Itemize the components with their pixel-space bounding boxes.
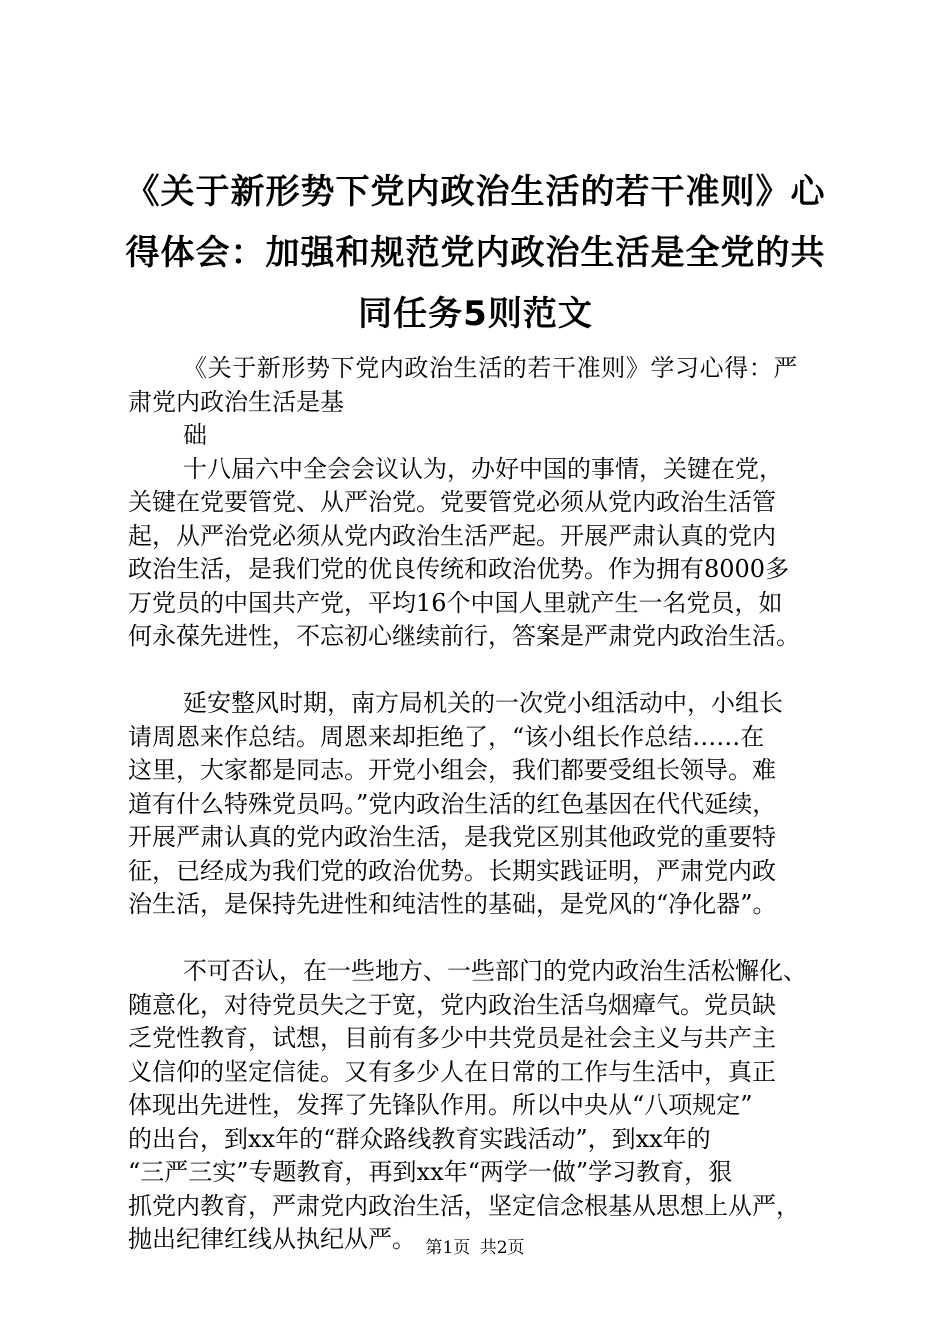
title-line: 《关于新形势下党内政治生活的若干准则》心: [125, 172, 826, 212]
paragraph-line: 这里，大家都是同志。开党小组会，我们都要受组长领导。难: [128, 756, 776, 784]
subtitle-line: 《关于新形势下党内政治生活的若干准则》学习心得：严: [183, 354, 798, 382]
subtitle-line: 础: [183, 421, 207, 449]
paragraph-line: 关键在党要管党、从严治党。党要管党必须从党内政治生活管: [128, 488, 776, 516]
paragraph-line: 万党员的中国共产党，平均16个中国人里就产生一名党员，如: [128, 588, 783, 617]
paragraph-spacer: [128, 922, 848, 956]
title-line: 同任务5则范文: [358, 294, 593, 334]
paragraph-line: “三严三实”专题教育，再到xx年“两学一做”学习教育，狠: [128, 1158, 733, 1186]
paragraph-line: 抛出纪律红线从执纪从严。: [128, 1225, 416, 1253]
paragraph-line: 起，从严治党必须从党内政治生活严起。开展严肃认真的党内: [128, 521, 776, 550]
paragraph-line: 何永葆先进性，不忘初心继续前行，答案是严肃党内政治生活。: [128, 622, 800, 650]
page-number: 第1页: [425, 1238, 471, 1258]
paragraph-1: [128, 453, 848, 654]
paragraph-2: [128, 687, 848, 922]
paragraph-line: 治生活，是保持先进性和纯洁性的基础，是党风的“净化器”。: [128, 890, 777, 918]
paragraph-line: 义信仰的坚定信徒。又有多少人在日常的工作与生活中，真正: [128, 1057, 776, 1086]
paragraph-line: 抓党内教育，严肃党内政治生活，坚定信念根基从思想上从严，: [128, 1191, 800, 1220]
title-line: 得体会：加强和规范党内政治生活是全党的共: [125, 233, 826, 273]
paragraph-line: 随意化，对待党员失之于宽，党内政治生活乌烟瘴气。党员缺: [128, 990, 776, 1019]
paragraph-3: [128, 955, 848, 1257]
document-title: [118, 162, 833, 345]
paragraph-line: 的出台，到xx年的“群众路线教育实践活动”，到xx年的: [128, 1124, 711, 1153]
paragraph-line: 不可否认，在一些地方、一些部门的党内政治生活松懈化、: [183, 957, 807, 985]
paragraph-line: 十八届六中全会会议认为，办好中国的事情，关键在党，: [183, 454, 783, 483]
paragraph-line: 开展严肃认真的党内政治生活，是我党区别其他政党的重要特: [128, 823, 776, 851]
subtitle: [128, 352, 848, 453]
paragraph-line: 体现出先进性，发挥了先锋队作用。所以中央从“八项规定”: [128, 1091, 753, 1119]
paragraph-line: 政治生活，是我们党的优良传统和政治优势。作为拥有8000多: [128, 555, 790, 583]
page-total: 共2页: [479, 1238, 525, 1258]
paragraph-spacer: [128, 654, 848, 688]
page-footer: [0, 1236, 950, 1260]
paragraph-line: 征，已经成为我们党的政治优势。长期实践证明，严肃党内政: [128, 856, 776, 885]
paragraph-line: 乏党性教育，试想，目前有多少中共党员是社会主义与共产主: [128, 1024, 776, 1052]
document-body: [128, 352, 848, 1257]
paragraph-line: 道有什么特殊党员吗。”党内政治生活的红色基因在代代延续，: [128, 789, 777, 818]
subtitle-line: 肃党内政治生活是基: [128, 387, 344, 416]
paragraph-line: 延安整风时期，南方局机关的一次党小组活动中，小组长: [183, 689, 783, 717]
paragraph-line: 请周恩来作总结。周恩来却拒绝了，“该小组长作总结……在: [128, 722, 765, 751]
